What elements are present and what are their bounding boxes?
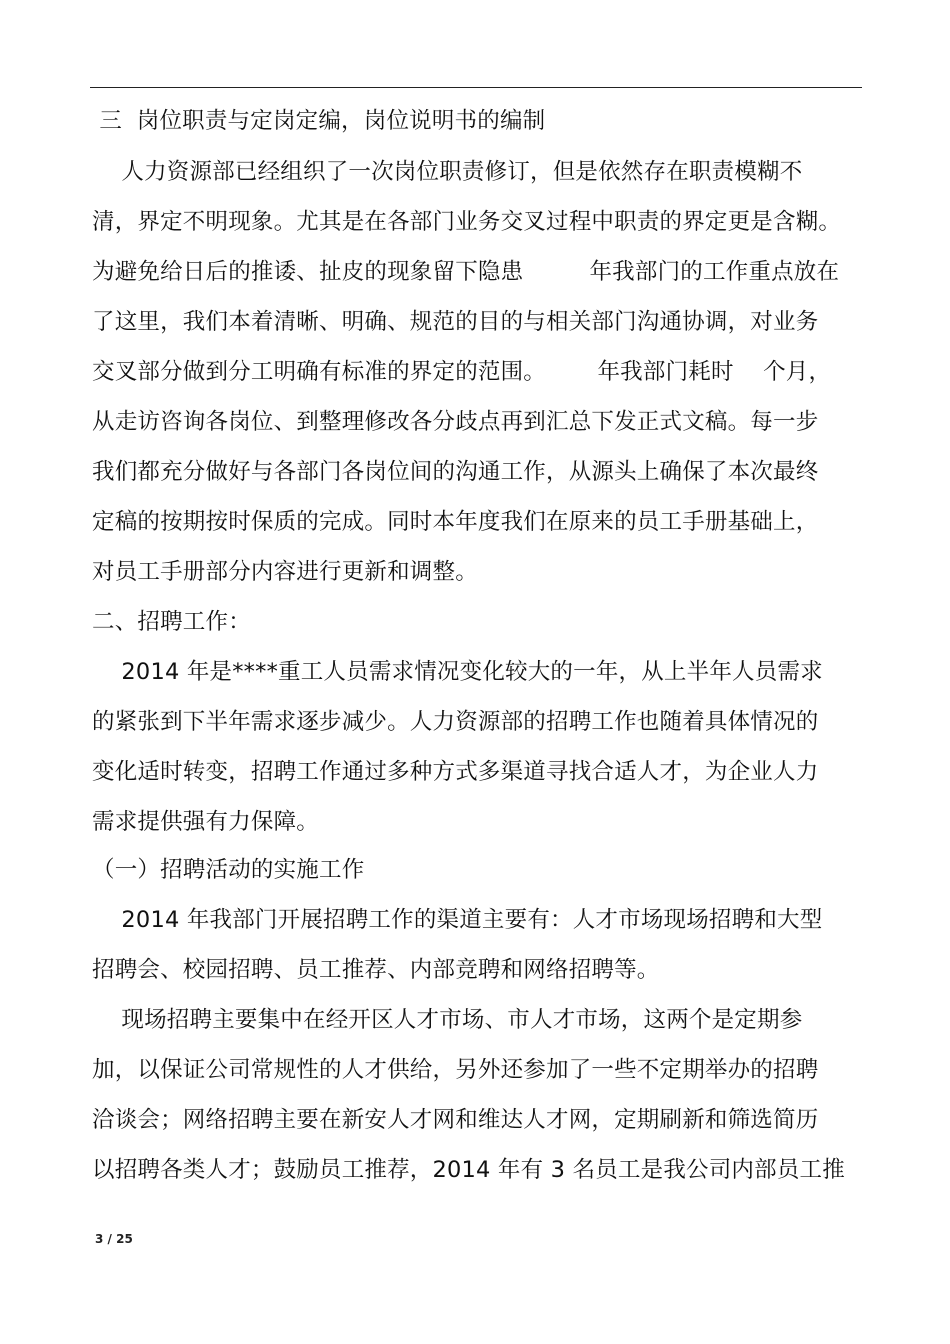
text-line: 交叉部分做到分工明确有标准的界定的范围。 年我部门耗时 个月，: [92, 359, 832, 385]
text-line: 我们都充分做好与各部门各岗位间的沟通工作，从源头上确保了本次最终: [92, 459, 819, 485]
text-line: 为避免给日后的推诿、扯皮的现象留下隐患 年我部门的工作重点放在: [92, 259, 840, 285]
text-line: 人力资源部已经组织了一次岗位职责修订，但是依然存在职责模糊不: [92, 159, 803, 185]
text-line: 变化适时转变，招聘工作通过多种方式多渠道寻找合适人才，为企业人力: [92, 759, 819, 785]
text-line: 的紧张到下半年需求逐步减少。人力资源部的招聘工作也随着具体情况的: [92, 709, 819, 735]
text-line: 对员工手册部分内容进行更新和调整。: [92, 559, 478, 585]
text-line: 了这里，我们本着清晰、明确、规范的目的与相关部门沟通协调，对业务: [92, 309, 819, 335]
section-heading-3: 三 岗位职责与定岗定编，岗位说明书的编制: [92, 108, 546, 134]
text-line: 2014 年我部门开展招聘工作的渠道主要有：人才市场现场招聘和大型: [92, 907, 823, 933]
text-line: 从走访咨询各岗位、到整理修改各分歧点再到汇总下发正式文稿。每一步: [92, 409, 819, 435]
text-line: 需求提供强有力保障。: [92, 809, 320, 835]
text-line: 定稿的按期按时保质的完成。同时本年度我们在原来的员工手册基础上，: [92, 509, 819, 535]
text-line: 洽谈会；网络招聘主要在新安人才网和维达人才网，定期刷新和筛选简历: [92, 1107, 819, 1133]
text-line: 清，界定不明现象。尤其是在各部门业务交叉过程中职责的界定更是含糊。: [92, 209, 842, 235]
header-rule: [90, 87, 862, 88]
text-line: 以招聘各类人才；鼓励员工推荐，2014 年有 3 名员工是我公司内部员工推: [92, 1157, 845, 1183]
text-line: 招聘会、校园招聘、员工推荐、内部竞聘和网络招聘等。: [92, 957, 660, 983]
section-heading-recruitment: 二、招聘工作：: [92, 609, 251, 635]
subsection-heading: （一）招聘活动的实施工作: [92, 857, 365, 883]
text-line: 2014 年是****重工人员需求情况变化较大的一年，从上半年人员需求: [92, 659, 823, 685]
text-line: 加，以保证公司常规性的人才供给，另外还参加了一些不定期举办的招聘: [92, 1057, 819, 1083]
text-line: 现场招聘主要集中在经开区人才市场、市人才市场，这两个是定期参: [92, 1007, 803, 1033]
page-number: 3 / 25: [95, 1232, 133, 1246]
